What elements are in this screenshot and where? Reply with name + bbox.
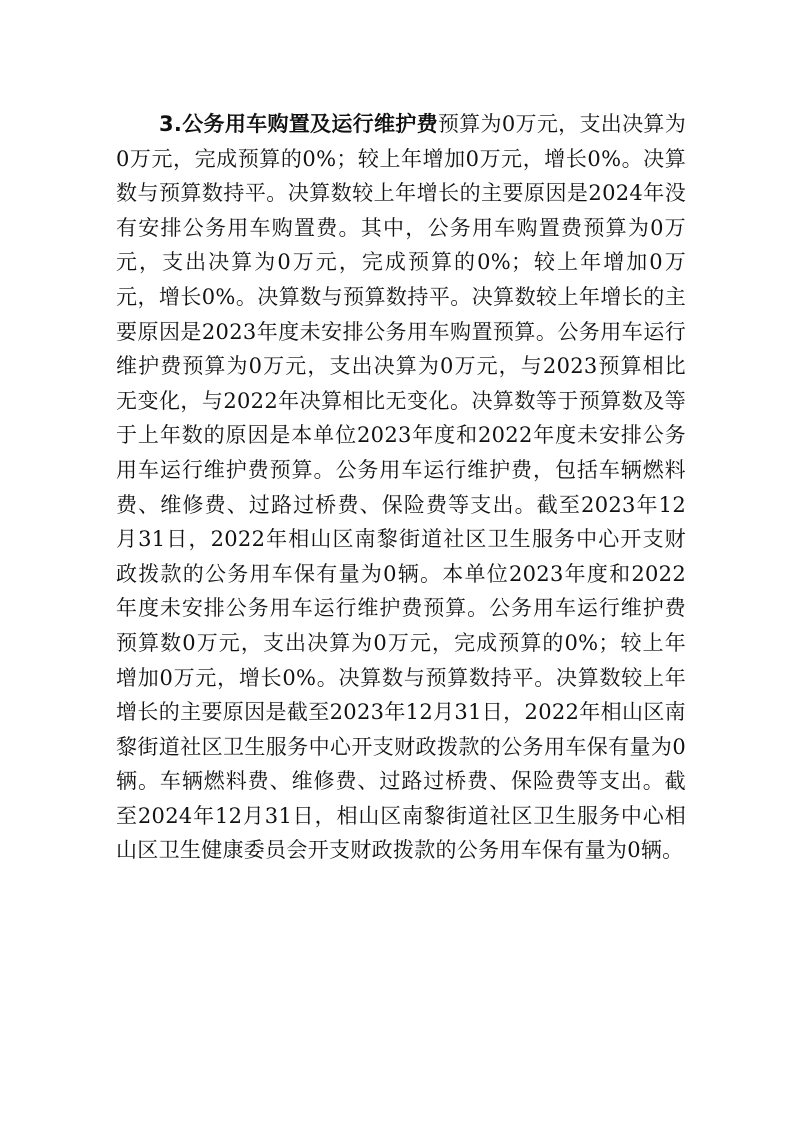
paragraph-text: 预算为0万元，支出决算为0万元，完成预算的0%；较上年增加0万元，增长0%。决算数与预算数持平。决算数较上年增长的主要原因是2024年没有安排公务用车购置费。其中，公务用车购置费预算为0万元，支出决算为0万元，完成预算的0%；较上年增加0万元，增长0%。决算数与预算数持平。决算数较上年增长的主要原因是2023年度未安排公务用车购置预算。公务用车运行维护费预算为0万元，支出决算为0万元，与2023预算相比无变化，与2022年决算相比无变化。决算数等于预算数及等于上年数的原因是本单位2023年度和2022年度未安排公务用车运行维护费预算。公务用车运行维护费，包括车辆燃料费、维修费、过路过桥费、保险费等支出。截至2023年12月31日，2022年相山区南黎街道社区卫生服务中心开支财政拨款的公务用车保有量为0辆。本单位2023年度和2022年度未安排公务用车运行维护费预算。公务用车运行维护费预算数0万元，支出决算为0万元，完成预算的0%；较上年增加0万元，增长0%。决算数与预算数持平。决算数较上年增长的主要原因是截至2023年12月31日，2022年相山区南黎街道社区卫生服务中心开支财政拨款的公务用车保有量为0辆。车辆燃料费、维修费、过路过桥费、保险费等支出。截至2024年12月31日，相山区南黎街道社区卫生服务中心相山区卫生健康委员会开支财政拨款的公务用车保有量为0辆。 <box>116 112 686 863</box>
body-paragraph <box>116 107 686 868</box>
section-heading: 3.公务用车购置及运行维护费 <box>159 112 438 136</box>
